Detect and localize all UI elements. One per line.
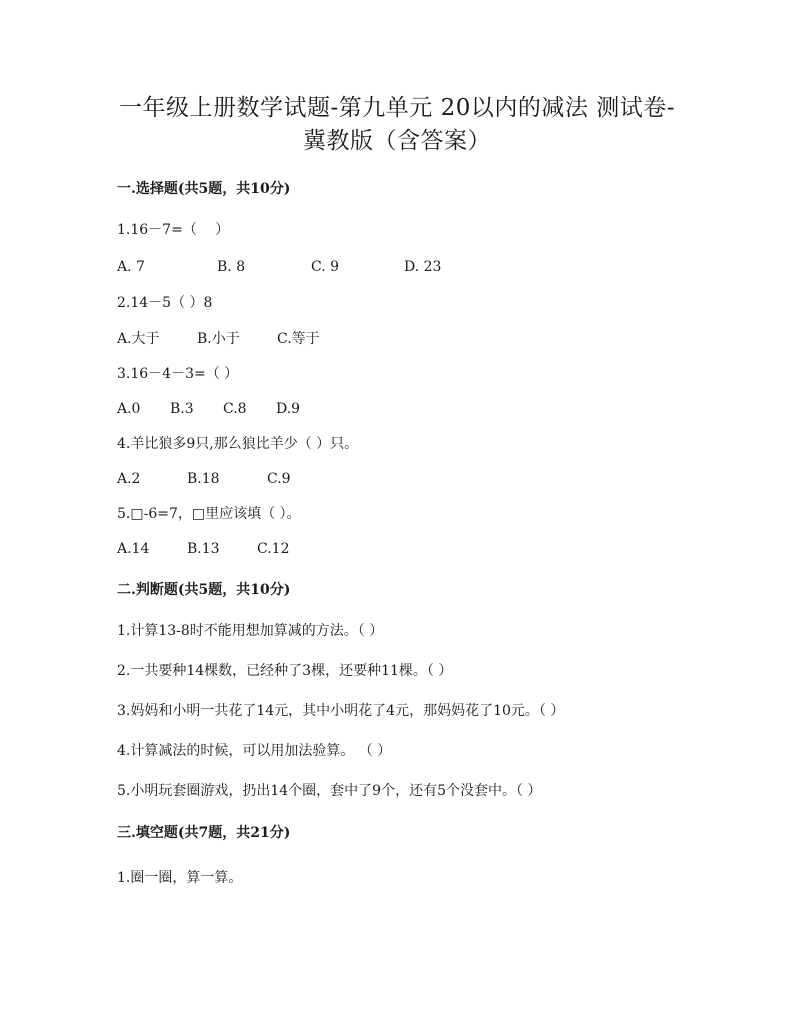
- judge-question-4: 4.计算减法的时候，可以用加法验算。 （ ）: [117, 743, 392, 759]
- option-b: B.18: [187, 471, 220, 487]
- title-line-2: 冀教版（含答案）: [303, 128, 491, 154]
- option-c: C.9: [267, 471, 291, 487]
- choice-question-2: 2.14－5（ ）8: [117, 295, 213, 311]
- judge-question-5: 5.小明玩套圈游戏，扔出14个圈，套中了9个，还有5个没套中。（ ）: [117, 783, 542, 799]
- choice-question-1-options: [117, 258, 441, 276]
- option-a: A.14: [117, 541, 150, 557]
- option-c: C.8: [223, 401, 247, 417]
- option-a: A. 7: [117, 259, 145, 275]
- choice-question-3-options: [117, 400, 300, 418]
- option-b: B. 8: [217, 259, 246, 275]
- judge-question-3: 3.妈妈和小明一共花了14元，其中小明花了4元，那妈妈花了10元。（ ）: [117, 703, 565, 719]
- option-a: A.0: [117, 401, 141, 417]
- option-a: A.大于: [117, 331, 160, 347]
- option-a: A.2: [117, 471, 141, 487]
- choice-question-5-options: [117, 540, 289, 558]
- section-heading-judge: 二.判断题(共5题，共10分): [117, 582, 291, 598]
- option-c: C.等于: [277, 331, 320, 347]
- choice-question-3: 3.16－4－3=（ ）: [117, 366, 239, 382]
- option-b: B.3: [170, 401, 194, 417]
- judge-question-2: 2.一共要种14棵数，已经种了3棵，还要种11棵。（ ）: [117, 663, 453, 679]
- section-heading-choice: 一.选择题(共5题，共10分): [117, 181, 291, 197]
- section-heading-fill: 三.填空题(共7题，共21分): [117, 825, 291, 841]
- option-d: D.9: [276, 401, 301, 417]
- option-d: D. 23: [404, 259, 442, 275]
- option-c: C.12: [257, 541, 290, 557]
- choice-question-5: 5.□-6=7，□里应该填（ ）。: [117, 506, 301, 522]
- fill-question-1: 1.圈一圈，算一算。: [117, 870, 243, 886]
- document-title: [100, 92, 694, 158]
- choice-question-4-options: [117, 470, 291, 488]
- choice-question-2-options: [117, 330, 320, 348]
- option-b: B.小于: [197, 331, 240, 347]
- choice-question-1: 1.16－7=（ ）: [117, 222, 230, 238]
- option-c: C. 9: [311, 259, 340, 275]
- choice-question-4: 4.羊比狼多9只,那么狼比羊少（ ）只。: [117, 436, 359, 452]
- title-line-1: 一年级上册数学试题-第九单元 20以内的减法 测试卷-: [119, 95, 675, 121]
- judge-question-1: 1.计算13-8时不能用想加算减的方法。（ ）: [117, 623, 384, 639]
- option-b: B.13: [187, 541, 220, 557]
